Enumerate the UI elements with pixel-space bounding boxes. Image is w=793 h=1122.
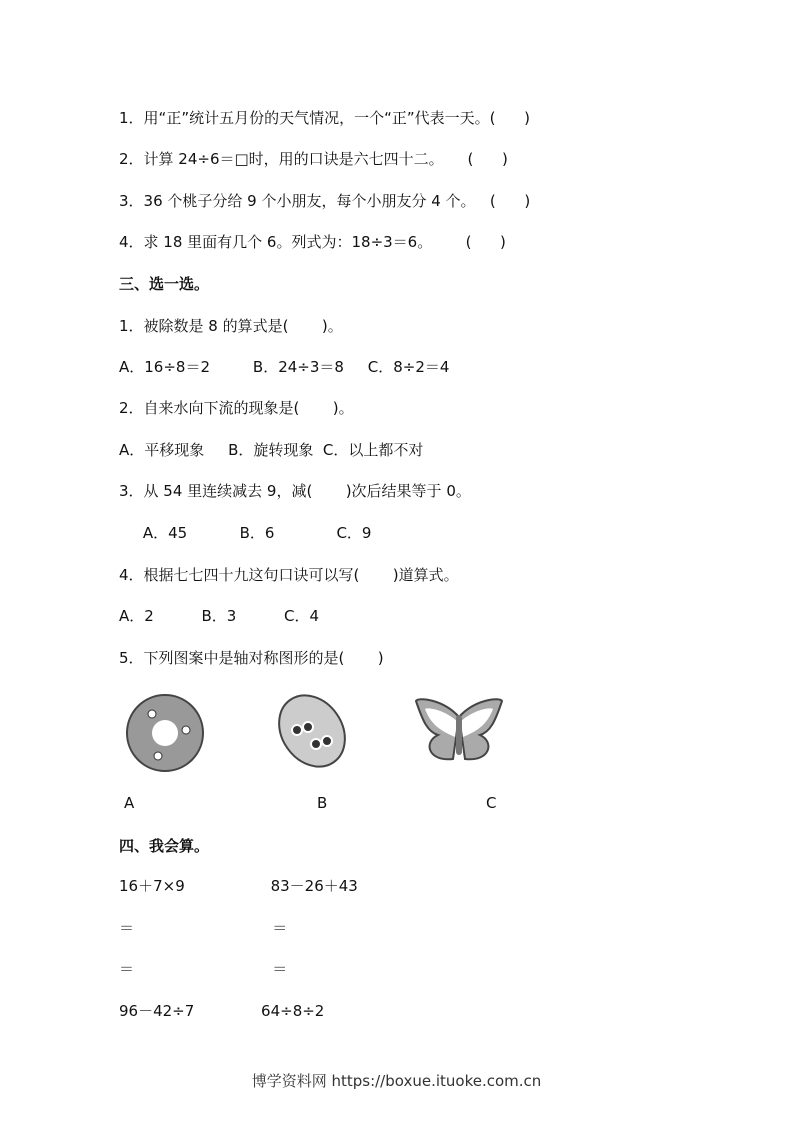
choice-question-3: 3．从 54 里连续减去 9，减( )次后结果等于 0。 — [119, 482, 471, 500]
calc-row-1: 16＋7×9 83－26＋43 — [119, 877, 358, 895]
choice-options-4: A．2 B．3 C．4 — [119, 607, 320, 625]
choice-question-5: 5．下列图案中是轴对称图形的是( ) — [119, 649, 384, 667]
section-3-title: 三、选一选。 — [119, 275, 210, 293]
image-label-b: B — [317, 794, 328, 812]
butterfly-image — [413, 697, 505, 767]
judge-question-2: 2．计算 24÷6＝□时，用的口诀是六七四十二。 ( ) — [119, 150, 508, 168]
calc-row-2: ＝ ＝ — [119, 919, 288, 937]
choice-options-3: A．45 B．6 C．9 — [119, 524, 372, 542]
fish-circle-image — [122, 692, 208, 774]
choice-options-2: A．平移现象 B．旋转现象 C．以上都不对 — [119, 441, 424, 459]
section-4-title: 四、我会算。 — [119, 837, 210, 855]
choice-question-1: 1．被除数是 8 的算式是( )。 — [119, 317, 343, 335]
footer-watermark: 博学资料网 https://boxue.ituoke.com.cn — [251, 1072, 542, 1090]
choice-question-4: 4．根据七七四十九这句口诀可以写( )道算式。 — [119, 566, 459, 584]
choice-options-1: A．16÷8＝2 B．24÷3＝8 C．8÷2＝4 — [119, 358, 450, 376]
judge-question-3: 3．36 个桃子分给 9 个小朋友，每个小朋友分 4 个。 ( ) — [119, 192, 531, 210]
twin-fish-image — [272, 690, 352, 772]
judge-question-1: 1．用“正”统计五月份的天气情况，一个“正”代表一天。( ) — [119, 109, 530, 127]
choice-question-2: 2．自来水向下流的现象是( )。 — [119, 399, 354, 417]
image-label-c: C — [486, 794, 497, 812]
judge-question-4: 4．求 18 里面有几个 6。列式为：18÷3＝6。 ( ) — [119, 233, 506, 251]
calc-row-3: ＝ ＝ — [119, 960, 288, 978]
image-label-a: A — [124, 794, 135, 812]
calc-row-4: 96－42÷7 64÷8÷2 — [119, 1002, 325, 1020]
